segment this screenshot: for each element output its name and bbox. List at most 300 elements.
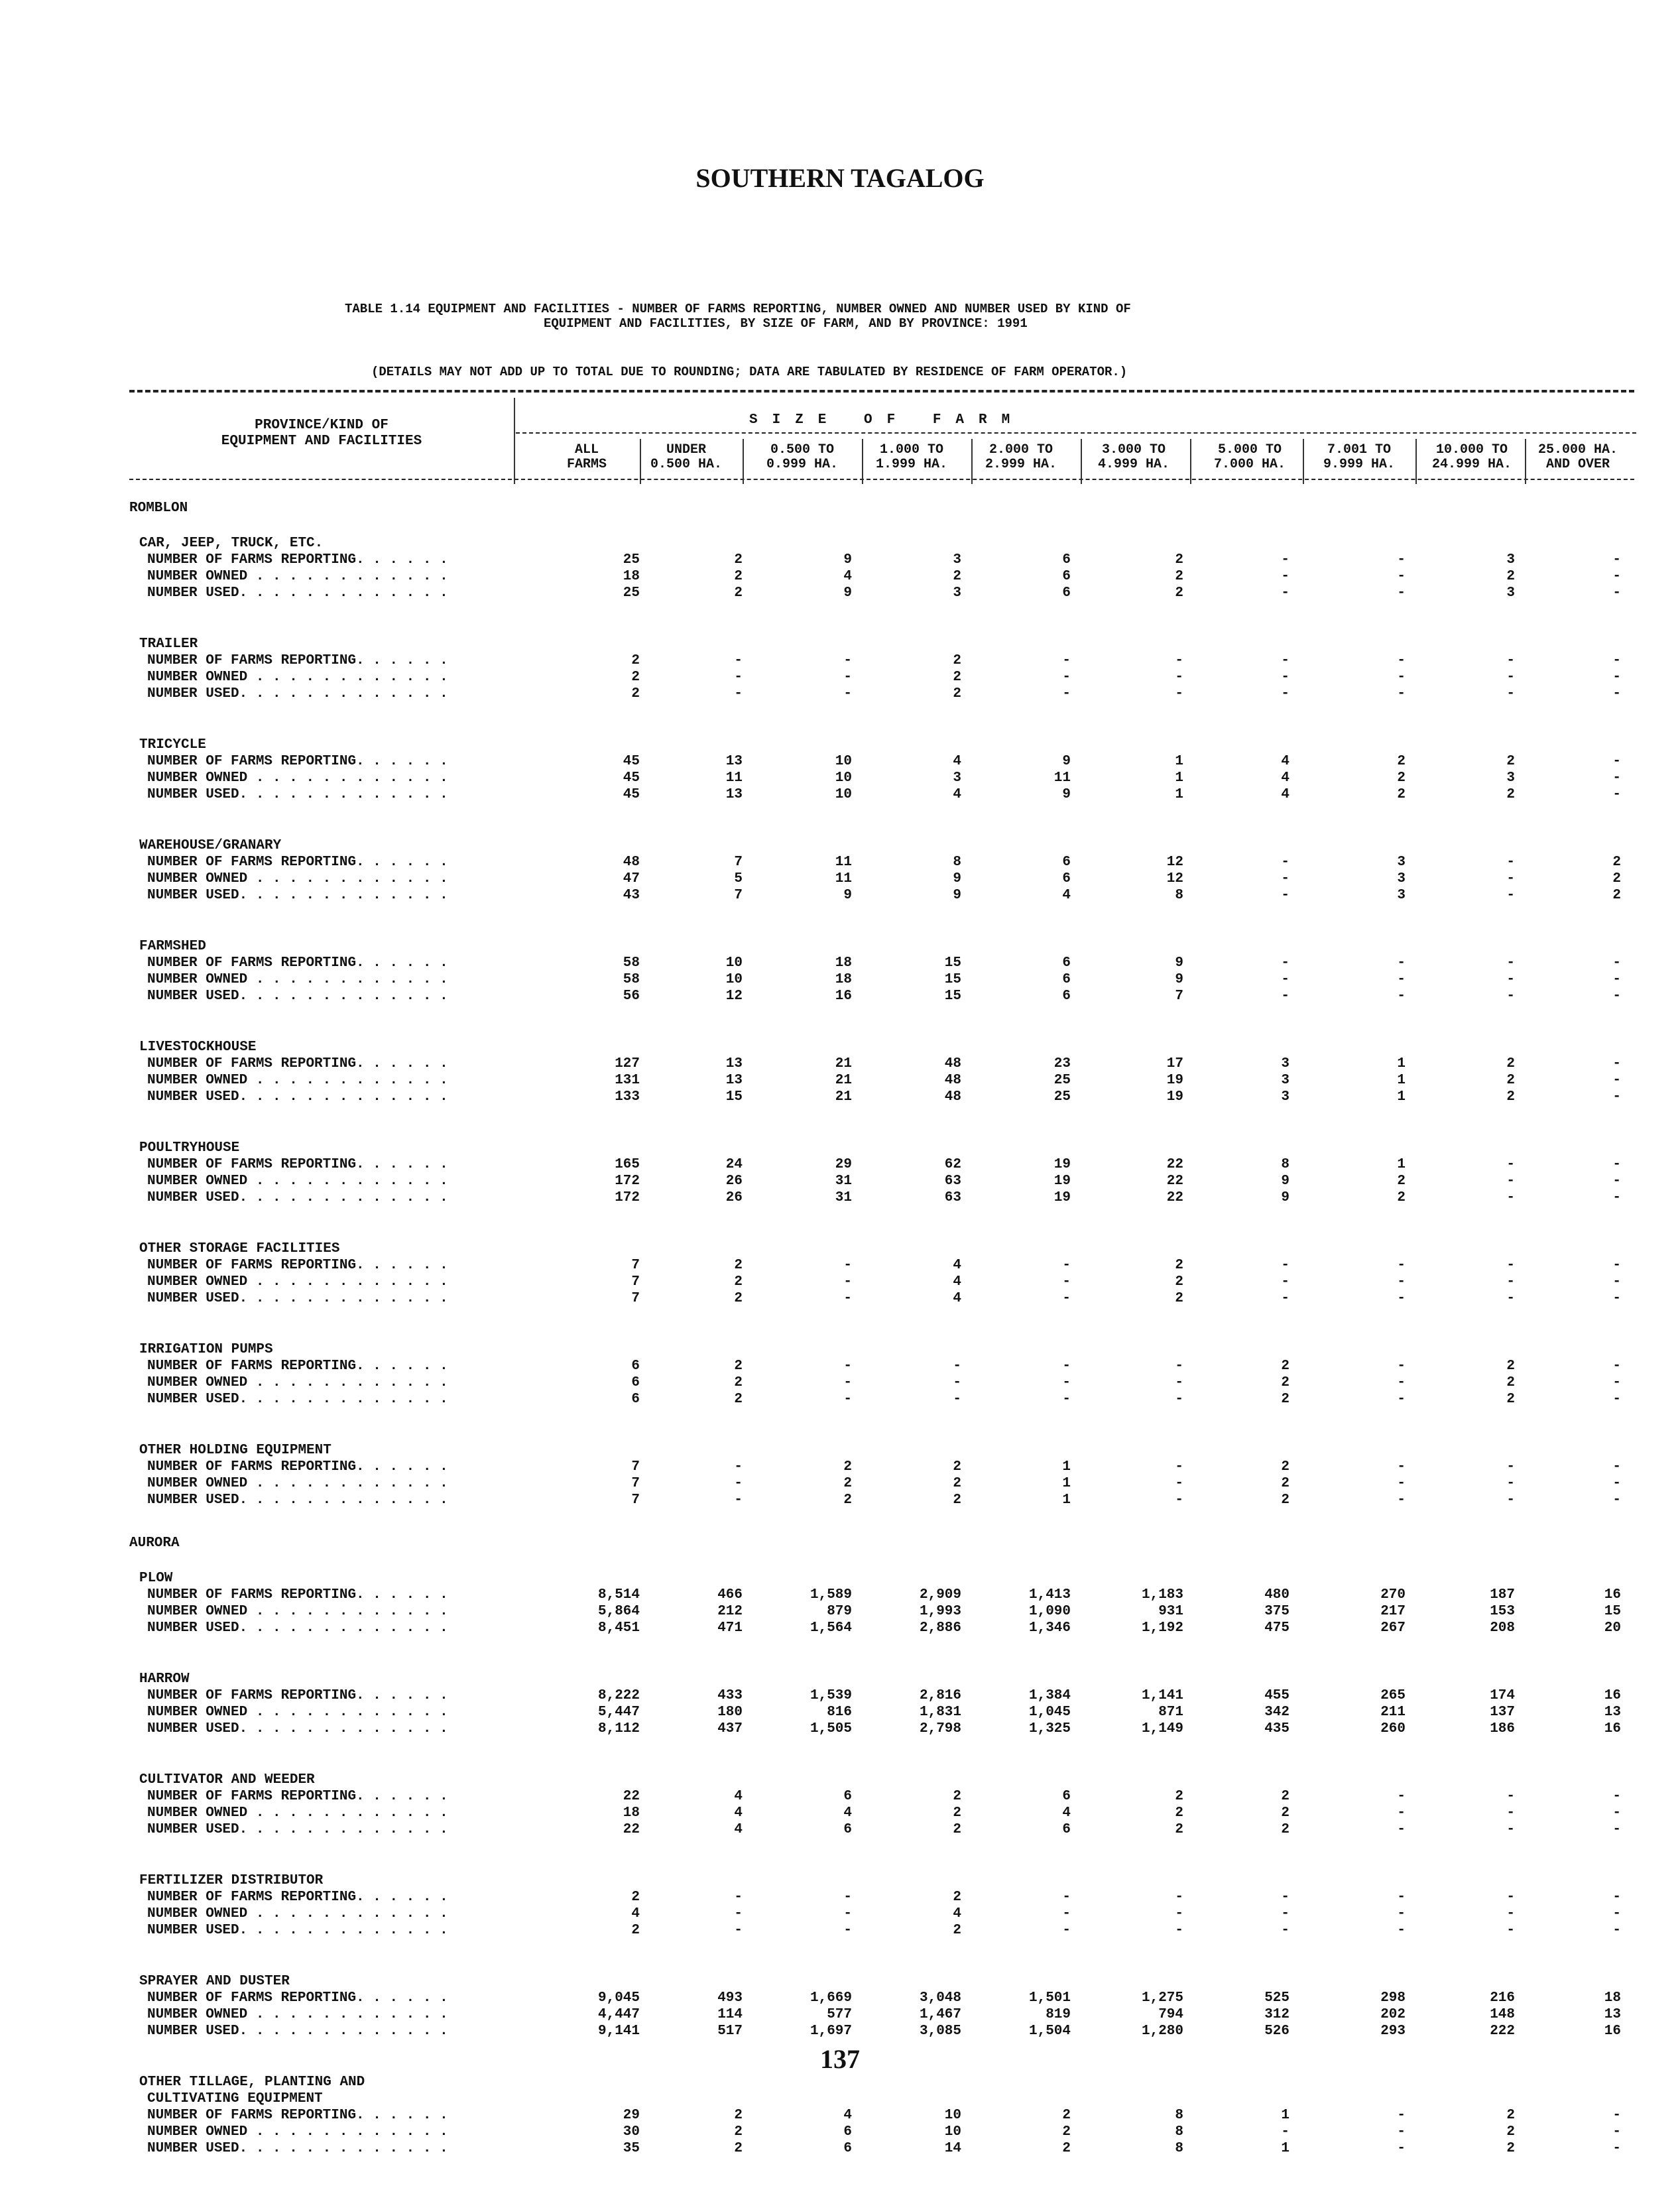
table-cell: - [1175,1359,1183,1374]
table-cell: 265 [1380,1688,1406,1703]
table-cell: - [1281,2124,1290,2140]
page-title: SOUTHERN TAGALOG [695,163,985,193]
stub-header-line-1: PROVINCE/KIND OF [255,418,389,433]
table-cell: 16 [1604,2024,1621,2039]
equipment-kind: CULTIVATOR AND WEEDER [139,1772,315,1788]
table-cell: 2 [734,1258,743,1273]
table-cell: 525 [1264,1990,1290,2006]
table-cell: 1 [1175,787,1183,802]
table-cell: 58 [623,955,640,971]
table-cell: - [1397,1359,1406,1374]
table-cell: 3,048 [919,1990,961,2006]
table-cell: - [1612,1822,1621,1837]
table-cell: - [1612,1359,1621,1374]
equipment-kind: CULTIVATING EQUIPMENT [147,2091,323,2106]
table-cell: 298 [1380,1990,1406,2006]
row-label: NUMBER OF FARMS REPORTING. . . . . . [147,653,448,668]
table-cell: - [1281,1291,1290,1306]
table-cell: 6 [843,1789,852,1804]
table-cell: 4 [734,1805,743,1821]
table-cell: - [1506,888,1515,903]
table-cell: - [1397,1923,1406,1938]
table-cell: 2 [631,1890,640,1905]
table-cell: 1,505 [810,1721,852,1736]
table-cell: 931 [1158,1604,1183,1619]
table-cell: - [1281,552,1290,568]
equipment-kind: HARROW [139,1671,190,1687]
row-label: NUMBER OWNED . . . . . . . . . . . . [147,1274,448,1290]
table-cell: - [1612,552,1621,568]
table-cell: 2 [1281,1459,1290,1475]
table-cell: 1,993 [919,1604,961,1619]
table-cell: - [1612,1392,1621,1407]
table-cell: 3 [1397,871,1406,886]
table-cell: - [1506,1459,1515,1475]
table-cell: - [1397,1476,1406,1491]
table-cell: 2 [843,1476,852,1491]
table-cell: - [1397,1375,1406,1390]
table-cell: - [1397,1906,1406,1921]
table-cell: - [1175,670,1183,685]
table-cell: 2 [1175,1274,1183,1290]
table-cell: 794 [1158,2007,1183,2022]
table-cell: - [1612,2141,1621,2156]
stub-header-line-2: EQUIPMENT AND FACILITIES [221,434,422,449]
table-cell: - [1281,1274,1290,1290]
table-cell: 48 [623,855,640,870]
table-cell: - [1506,871,1515,886]
table-cell: 16 [835,989,852,1004]
row-label: NUMBER OWNED . . . . . . . . . . . . [147,569,448,584]
table-cell: - [1397,989,1406,1004]
table-cell: - [1062,1890,1071,1905]
table-cell: 1,539 [810,1688,852,1703]
table-cell: - [843,1906,852,1921]
size-of-farm-header: SIZE OF FARM [749,412,1025,428]
table-cell: 29 [835,1157,852,1172]
table-cell: - [1612,1375,1621,1390]
table-cell: - [1506,653,1515,668]
table-cell: - [953,1392,961,1407]
table-cell: 26 [725,1190,743,1205]
table-cell: 7 [631,1476,640,1491]
caption-line-2: EQUIPMENT AND FACILITIES, BY SIZE OF FARM, AND BY PROVINCE: 1991 [544,316,1028,331]
table-cell: 5,864 [597,1604,640,1619]
table-cell: 2 [953,1476,961,1491]
table-cell: 2 [1281,1805,1290,1821]
caption-line-1: TABLE 1.14 EQUIPMENT AND FACILITIES - NUMBER OF FARMS REPORTING, NUMBER OWNED AND NUMBER USED BY KIND OF [345,302,1131,316]
table-cell: - [1612,1073,1621,1088]
table-cell: 270 [1380,1587,1406,1603]
table-cell: - [1612,770,1621,786]
table-cell: 1 [1397,1073,1406,1088]
table-cell: - [1281,989,1290,1004]
table-cell: 6 [1062,1822,1071,1837]
table-cell: 2 [953,670,961,685]
row-label: NUMBER OF FARMS REPORTING. . . . . . [147,1258,448,1273]
row-label: NUMBER OWNED . . . . . . . . . . . . [147,2007,448,2022]
table-cell: 4,447 [597,2007,640,2022]
table-cell: - [1397,1822,1406,1837]
table-cell: - [1506,1923,1515,1938]
table-cell: - [843,1392,852,1407]
row-label: NUMBER OWNED . . . . . . . . . . . . [147,770,448,786]
table-cell: - [1281,1258,1290,1273]
table-cell: 1,045 [1028,1705,1071,1720]
table-cell: 11 [1053,770,1071,786]
table-cell: 1,192 [1141,1620,1183,1636]
table-cell: 63 [944,1190,961,1205]
table-cell: 2 [1506,787,1515,802]
table-cell: 137 [1490,1705,1515,1720]
table-cell: 2 [1506,2141,1515,2156]
table-cell: - [1506,1789,1515,1804]
table-cell: 4 [843,569,852,584]
row-label: NUMBER OF FARMS REPORTING. . . . . . [147,1359,448,1374]
table-cell: - [1612,569,1621,584]
table-cell: - [843,1890,852,1905]
table-cell: 6 [1062,972,1071,987]
table-cell: 16 [1604,1587,1621,1603]
table-cell: - [1612,972,1621,987]
table-cell: 4 [1062,888,1071,903]
table-cell: 2 [1612,871,1621,886]
table-cell: - [1062,1274,1071,1290]
table-cell: 212 [717,1604,743,1619]
table-cell: 2 [953,1890,961,1905]
row-label: NUMBER OWNED . . . . . . . . . . . . [147,871,448,886]
table-cell: 4 [953,1258,961,1273]
row-label: NUMBER USED. . . . . . . . . . . . . [147,1291,448,1306]
column-header-line: 2.000 TO [989,442,1053,457]
table-cell: 2 [953,1923,961,1938]
table-cell: - [1612,1089,1621,1105]
table-cell: - [1397,1492,1406,1508]
table-cell: 19 [1166,1089,1183,1105]
table-cell: 1 [1397,1089,1406,1105]
table-cell: 2 [843,1492,852,1508]
table-cell: 3 [1397,855,1406,870]
table-cell: 375 [1264,1604,1290,1619]
row-label: NUMBER OWNED . . . . . . . . . . . . [147,1174,448,1189]
table-cell: - [1506,670,1515,685]
row-label: NUMBER USED. . . . . . . . . . . . . [147,585,448,601]
table-cell: 15 [725,1089,743,1105]
table-cell: 6 [1062,569,1071,584]
table-cell: 13 [725,1073,743,1088]
table-cell: - [1612,1056,1621,1071]
table-cell: 4 [1281,787,1290,802]
table-cell: 127 [615,1056,640,1071]
table-cell: - [1612,955,1621,971]
row-label: NUMBER OWNED . . . . . . . . . . . . [147,1375,448,1390]
column-header-line: 25.000 HA. [1537,442,1618,457]
table-cell: 6 [843,1822,852,1837]
table-cell: 6 [1062,955,1071,971]
row-label: NUMBER OF FARMS REPORTING. . . . . . [147,1157,448,1172]
table-cell: 2 [1506,1392,1515,1407]
column-header-line: 7.000 HA. [1213,457,1286,472]
table-cell: 11 [725,770,743,786]
row-label: NUMBER USED. . . . . . . . . . . . . [147,989,448,1004]
table-cell: 24 [725,1157,743,1172]
table-cell: - [843,686,852,701]
table-cell: 2 [734,585,743,601]
table-cell: 22 [1166,1190,1183,1205]
table-cell: 6 [1062,1789,1071,1804]
table-cell: - [1612,653,1621,668]
table-cell: - [1397,1459,1406,1475]
table-cell: - [1281,871,1290,886]
table-cell: - [843,1923,852,1938]
table-cell: 433 [717,1688,743,1703]
table-cell: 1,090 [1028,1604,1071,1619]
table-cell: - [1506,989,1515,1004]
table-cell: 1,467 [919,2007,961,2022]
table-cell: - [1612,1805,1621,1821]
row-label: NUMBER OF FARMS REPORTING. . . . . . [147,2108,448,2123]
table-cell: 4 [1281,754,1290,769]
table-cell: - [1281,569,1290,584]
table-cell: - [1175,1476,1183,1491]
table-cell: 2 [1612,855,1621,870]
table-cell: - [1397,585,1406,601]
table-cell: 455 [1264,1688,1290,1703]
table-cell: 6 [1062,871,1071,886]
table-cell: - [1612,1492,1621,1508]
table-cell: 3 [1506,585,1515,601]
equipment-kind: FARMSHED [139,939,206,954]
table-cell: - [1175,1392,1183,1407]
table-cell: 3 [1397,888,1406,903]
table-cell: 8,451 [597,1620,640,1636]
table-cell: 9 [843,585,852,601]
table-cell: 9 [1281,1174,1290,1189]
table-cell: 222 [1490,2024,1515,2039]
table-cell: 1,275 [1141,1990,1183,2006]
table-cell: 2 [1175,1291,1183,1306]
row-label: NUMBER USED. . . . . . . . . . . . . [147,1392,448,1407]
table-cell: 19 [1053,1174,1071,1189]
column-header-line: 5.000 TO [1217,442,1282,457]
table-cell: 1 [1397,1056,1406,1071]
table-cell: 2 [1612,888,1621,903]
table-cell: - [1175,1492,1183,1508]
table-cell: - [1612,1906,1621,1921]
row-label: NUMBER OF FARMS REPORTING. . . . . . [147,754,448,769]
row-label: NUMBER USED. . . . . . . . . . . . . [147,1822,448,1837]
table-cell: - [1506,1890,1515,1905]
table-cell: 4 [843,1805,852,1821]
table-cell: 58 [623,972,640,987]
table-cell: 2,798 [919,1721,961,1736]
table-cell: 19 [1166,1073,1183,1088]
table-cell: 2 [734,2108,743,2123]
table-cell: 2 [734,1392,743,1407]
row-label: NUMBER OWNED . . . . . . . . . . . . [147,1805,448,1821]
table-cell: - [1612,1476,1621,1491]
table-cell: 6 [631,1392,640,1407]
column-header-line: UNDER [666,442,706,457]
table-cell: - [1062,686,1071,701]
table-cell: 1 [1397,1157,1406,1172]
column-header-line: 4.999 HA. [1097,457,1170,472]
table-cell: 174 [1490,1688,1515,1703]
table-cell: - [734,1906,743,1921]
table-cell: 3 [1281,1089,1290,1105]
table-cell: 45 [623,770,640,786]
table-cell: 6 [843,2141,852,2156]
equipment-kind: SPRAYER AND DUSTER [139,1974,290,1989]
table-cell: - [1506,1822,1515,1837]
table-cell: 9 [1062,754,1071,769]
table-cell: 7 [631,1291,640,1306]
table-cell: - [1281,585,1290,601]
table-cell: - [1062,670,1071,685]
table-cell: - [1281,686,1290,701]
table-cell: 18 [835,972,852,987]
table-cell: 2 [734,1359,743,1374]
table-cell: 216 [1490,1990,1515,2006]
table-cell: - [734,653,743,668]
row-label: NUMBER USED. . . . . . . . . . . . . [147,787,448,802]
table-cell: 4 [1062,1805,1071,1821]
equipment-kind: FERTILIZER DISTRIBUTOR [139,1873,324,1888]
table-cell: - [1506,1258,1515,1273]
equipment-kind: TRAILER [139,637,198,652]
table-cell: 6 [1062,855,1071,870]
table-cell: 21 [835,1089,852,1105]
table-cell: 10 [835,754,852,769]
table-cell: - [1506,1492,1515,1508]
table-cell: 15 [944,955,961,971]
row-label: NUMBER USED. . . . . . . . . . . . . [147,1620,448,1636]
table-cell: 2 [953,569,961,584]
table-cell: 5 [734,871,743,886]
table-cell: 7 [631,1492,640,1508]
table-cell: 2 [734,2141,743,2156]
table-cell: 25 [623,552,640,568]
row-label: NUMBER USED. . . . . . . . . . . . . [147,1089,448,1105]
table-cell: 2 [953,686,961,701]
table-cell: - [843,653,852,668]
table-cell: - [734,1890,743,1905]
table-cell: 19 [1053,1157,1071,1172]
equipment-kind: OTHER TILLAGE, PLANTING AND [139,2075,365,2090]
table-cell: 2 [1506,754,1515,769]
table-cell: 15 [944,989,961,1004]
table-cell: 2 [1506,2124,1515,2140]
table-cell: 2 [953,1822,961,1837]
row-label: NUMBER USED. . . . . . . . . . . . . [147,2141,448,2156]
table-cell: 13 [1604,1705,1621,1720]
table-cell: 114 [717,2007,743,2022]
table-cell: 1,589 [810,1587,852,1603]
table-cell: 9 [953,888,961,903]
row-label: NUMBER OWNED . . . . . . . . . . . . [147,1705,448,1720]
table-cell: - [734,1923,743,1938]
table-cell: 48 [944,1089,961,1105]
table-cell: - [1397,972,1406,987]
table-cell: - [1506,1174,1515,1189]
table-cell: - [1612,754,1621,769]
table-cell: - [843,670,852,685]
table-cell: 2 [1175,1805,1183,1821]
table-cell: - [1506,1805,1515,1821]
table-cell: 22 [1166,1157,1183,1172]
table-cell: - [1506,972,1515,987]
table-cell: 18 [835,955,852,971]
table-cell: - [843,1291,852,1306]
table-cell: 267 [1380,1620,1406,1636]
table-cell: - [1062,1906,1071,1921]
table-cell: - [1397,955,1406,971]
table-cell: 2 [1397,1190,1406,1205]
table-cell: 526 [1264,2024,1290,2039]
table-cell: 9 [1175,955,1183,971]
table-cell: 9 [1175,972,1183,987]
table-cell: - [1281,653,1290,668]
table-cell: 493 [717,1990,743,2006]
table-cell: - [1175,1906,1183,1921]
table-cell: - [1506,955,1515,971]
equipment-kind: WAREHOUSE/GRANARY [139,838,282,853]
table-cell: 9 [1062,787,1071,802]
table-cell: 480 [1264,1587,1290,1603]
row-label: NUMBER OF FARMS REPORTING. . . . . . [147,552,448,568]
table-cell: 165 [615,1157,640,1172]
table-cell: 2 [1062,2108,1071,2123]
table-cell: 29 [623,2108,640,2123]
page-number: 137 [820,2044,860,2074]
table-cell: 8,222 [597,1688,640,1703]
table-cell: 7 [631,1459,640,1475]
table-cell: - [1506,1274,1515,1290]
row-label: NUMBER USED. . . . . . . . . . . . . [147,888,448,903]
table-cell: - [1506,1157,1515,1172]
table-cell: - [734,686,743,701]
column-header-line: 24.999 HA. [1431,457,1512,472]
table-cell: 1 [1281,2108,1290,2123]
table-cell: 16 [1604,1721,1621,1736]
province-name: ROMBLON [129,501,188,516]
row-label: NUMBER OWNED . . . . . . . . . . . . [147,972,448,987]
table-cell: 22 [623,1789,640,1804]
table-cell: - [953,1375,961,1390]
table-cell: 2 [1281,1359,1290,1374]
table-cell: 6 [1062,552,1071,568]
table-cell: 21 [835,1056,852,1071]
table-cell: 2 [734,552,743,568]
table-cell: 25 [1053,1089,1071,1105]
table-cell: 31 [835,1190,852,1205]
table-cell: 816 [827,1705,852,1720]
table-cell: 208 [1490,1620,1515,1636]
table-cell: 2 [1175,569,1183,584]
table-cell: 13 [725,787,743,802]
table-cell: 18 [1604,1990,1621,2006]
table-cell: 260 [1380,1721,1406,1736]
table-cell: - [1281,1890,1290,1905]
table-cell: 63 [944,1174,961,1189]
table-cell: - [1175,686,1183,701]
table-cell: - [1612,585,1621,601]
table-cell: 2 [1281,1392,1290,1407]
table-cell: - [1281,1906,1290,1921]
table-cell: 2 [1281,1492,1290,1508]
table-cell: 1 [1062,1492,1071,1508]
table-cell: 1,413 [1028,1587,1071,1603]
